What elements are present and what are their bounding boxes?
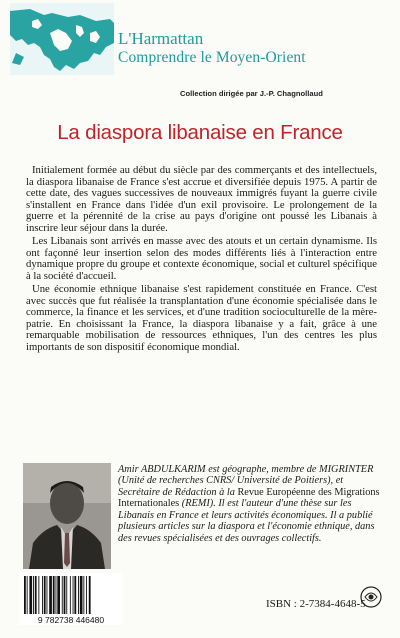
summary-text <box>26 165 377 355</box>
book-title: La diaspora libanaise en France <box>57 121 343 144</box>
publisher-brand: L'Harmattan <box>118 29 204 48</box>
author-bio-part2: (REMI). Il est l'auteur d'une thèse sur les Libanais en France et leurs activités économiques. Il a publié plusieurs articles sur la diaspora et l'économie ethnique, dans des revues spécialisées et des ouvrages collectifs. <box>118 498 375 544</box>
series-name: Comprendre le Moyen-Orient <box>118 49 306 66</box>
header <box>0 0 400 98</box>
summary-paragraph: Initialement formée au début du siècle par des commerçants et des intellectuels, la diaspora libanaise de France s'est accrue et diversifiée depuis 1975. A partir de cette date, des vagues successives de nouveaux immigrés fuyant la guerre civile s'installent en France dans l'idée d'un exil provisoire. Le prolongement de la guerre et la pérennité de la crise au pays d'origine ont poussé les Libanais à inscrire leur séjour dans la durée. <box>26 164 377 234</box>
publisher-block <box>118 30 306 66</box>
summary-paragraph: Les Libanais sont arrivés en masse avec des atouts et un certain dynamisme. Ils ont façonné leur insertion selon des modes différents liés à l'interaction entre dynamique propre du groupe et contexte économique, social et culturel spécifique à la société d'accueil. <box>26 235 377 282</box>
middle-east-map-icon <box>10 3 114 75</box>
author-photo <box>23 463 111 569</box>
journal-name: Revue Européenne des Migrations Internationales <box>118 486 380 510</box>
author-bio-part1: est géographe, membre de MIGRINTER (Unité de recherches CNRS/ Université de Poitiers), et Secrétaire de Rédaction à la <box>118 464 374 498</box>
publisher-logo-icon <box>360 586 382 608</box>
summary-paragraph: Une économie ethnique libanaise s'est rapidement constituée en France. C'est avec succès que fut réalisée la transplantation d'une économie spécialisée dans le commerce, la finance et les services, et d'une tradition socioculturelle de la mère-patrie. En choisissant la France, la diaspora libanaise y a fait, grâce à une remarquable mobilisation de ressources ethniques, l'un des centres les plus importants de son dispositif économique mondial. <box>26 283 377 353</box>
barcode-number: 9 782738 446480 <box>37 615 105 625</box>
barcode-icon <box>19 573 123 625</box>
isbn: ISBN : 2-7384-4648-5 <box>266 598 366 610</box>
author-bio <box>118 464 380 544</box>
author-name: Amir ABDULKARIM <box>118 464 206 475</box>
collection-line: Collection dirigée par J.-P. Chagnollaud <box>180 89 323 98</box>
